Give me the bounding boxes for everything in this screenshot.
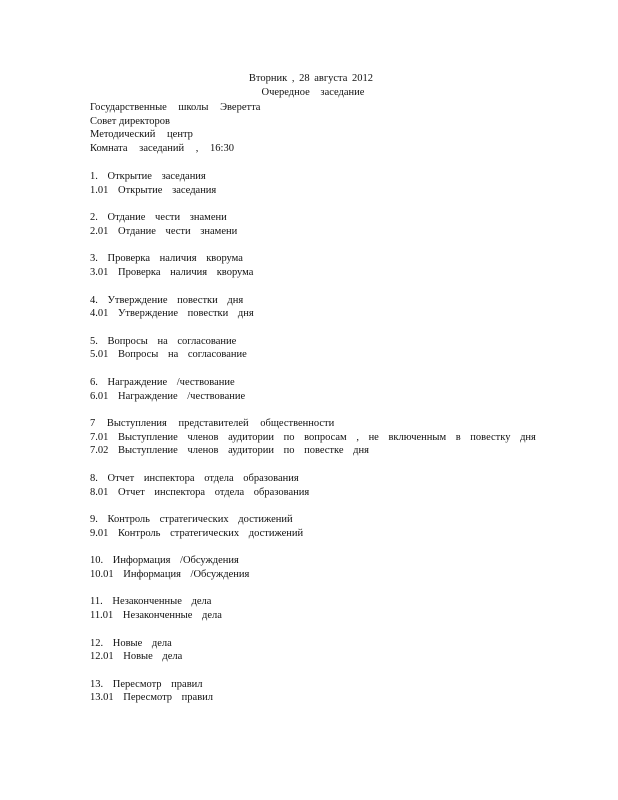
- agenda-heading: 13. Пересмотр правил: [90, 678, 203, 690]
- agenda-heading: 11. Незаконченные дела: [90, 596, 212, 608]
- room-and-time: Комната заседаний , 16:30: [90, 142, 234, 154]
- agenda-section: [90, 554, 590, 581]
- agenda-item: 7.01 Выступление членов аудитории по вопросам , не включенным в повестку дня: [90, 431, 536, 443]
- agenda-heading: 4. Утверждение повестки дня: [90, 294, 244, 306]
- meeting-date: Вторник , 28 августа 2012: [248, 73, 374, 84]
- agenda-section: [90, 211, 590, 238]
- agenda-section: [90, 294, 590, 321]
- agenda-section: [90, 252, 590, 279]
- agenda-item: 12.01 Новые дела: [90, 651, 183, 663]
- meeting-type: Очередное заседание: [261, 86, 365, 98]
- agenda-heading: 8. Отчет инспектора отдела образования: [90, 472, 299, 484]
- agenda-item: 5.01 Вопросы на согласование: [90, 349, 247, 361]
- agenda-section: [90, 513, 590, 540]
- agenda-section: [90, 472, 590, 499]
- agenda-heading: 3. Проверка наличия кворума: [90, 253, 243, 265]
- agenda-heading: 2. Отдание чести знамени: [90, 212, 227, 224]
- agenda-heading: 5. Вопросы на согласование: [90, 335, 237, 347]
- agenda-section: [90, 595, 590, 622]
- agenda-section: [90, 417, 590, 458]
- agenda-heading: 6. Награждение /чествование: [90, 376, 235, 388]
- agenda-item: 10.01 Информация /Обсуждения: [90, 568, 250, 580]
- agenda-item: 11.01 Незаконченные дела: [90, 610, 222, 622]
- agenda-section: [90, 637, 590, 664]
- agenda-section: [90, 678, 590, 705]
- agenda-heading: 12. Новые дела: [90, 637, 172, 649]
- organization-block: [90, 101, 570, 155]
- board-name: Совет директоров: [90, 115, 171, 127]
- document-header: [0, 72, 618, 99]
- agenda-heading: 1. Открытие заседания: [90, 171, 206, 182]
- agenda-item: 4.01 Утверждение повестки дня: [90, 308, 254, 320]
- agenda-item: 1.01 Открытие заседания: [90, 184, 217, 196]
- agenda-list: [90, 170, 590, 719]
- agenda-item: 6.01 Награждение /чествование: [90, 390, 246, 402]
- agenda-section: [90, 170, 590, 197]
- agenda-item: 3.01 Проверка наличия кворума: [90, 266, 254, 278]
- organization-name: Государственные школы Эверетта: [90, 102, 261, 113]
- agenda-heading: 7 Выступления представителей общественности: [90, 418, 335, 430]
- agenda-item: 2.01 Отдание чести знамени: [90, 225, 238, 237]
- venue-name: Методический центр: [90, 129, 193, 141]
- agenda-item: 9.01 Контроль стратегических достижений: [90, 527, 304, 539]
- agenda-heading: 9. Контроль стратегических достижений: [90, 514, 293, 526]
- agenda-item: 7.02 Выступление членов аудитории по повестке дня: [90, 445, 369, 457]
- agenda-section: [90, 376, 590, 403]
- agenda-item: 13.01 Пересмотр правил: [90, 692, 214, 704]
- agenda-heading: 10. Информация /Обсуждения: [90, 555, 239, 567]
- agenda-section: [90, 335, 590, 362]
- agenda-item: 8.01 Отчет инспектора отдела образования: [90, 486, 310, 498]
